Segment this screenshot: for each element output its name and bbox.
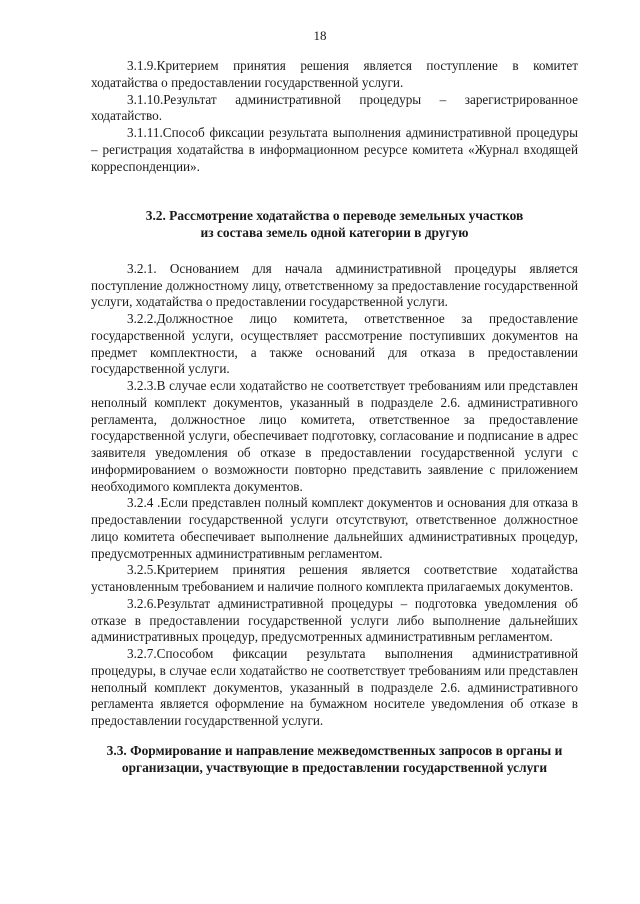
paragraph-3-1-11: 3.1.11.Способ фиксации результата выполнения административной процедуры – регистрация ходатайства в информационном ресурсе комитета «Журнал входящей корреспонденции». bbox=[91, 125, 578, 174]
section-heading-3-3-line1: 3.3. Формирование и направление межведомственных запросов в органы и bbox=[106, 742, 563, 758]
section-heading-3-2 bbox=[91, 208, 578, 242]
section-heading-3-2-line2: из состава земель одной категории в другую bbox=[200, 225, 469, 240]
paragraph-3-2-3: 3.2.3.В случае если ходатайство не соответствует требованиям или представлен неполный комплект документов, указанный в подразделе 2.6. административного регламента, должностное лицо комитета, ответственное за предоставление государственной услуги, обеспечивает подготовку, согласование и подписание в адрес заявителя уведомления об отказе в предоставлении государственной услуги с информированием о возможности повторно представить заявление с приложением необходимого комплекта документов. bbox=[91, 378, 578, 494]
paragraph-3-1-10: 3.1.10.Результат административной процедуры – зарегистрированное ходатайство. bbox=[91, 91, 578, 124]
paragraph-3-2-6: 3.2.6.Результат административной процедуры – подготовка уведомления об отказе в предоставлении государственной услуги либо выполнение дальнейших административных процедур, предусмотренных административным регламентом. bbox=[91, 595, 578, 645]
paragraph-3-2-2: 3.2.2.Должностное лицо комитета, ответственное за предоставление государственной услуги, осуществляет рассмотрение поступивших документов на предмет комплектности, а также оснований для отказа в предоставлении государственной услуги. bbox=[91, 311, 578, 377]
page-number: 18 bbox=[313, 28, 327, 43]
paragraph-3-2-1: 3.2.1. Основанием для начала административной процедуры является поступление должностному лицу, ответственному за предоставление государственной услуги, ходатайства о предоставлении государственной услуги. bbox=[91, 260, 578, 310]
paragraph-3-2-5: 3.2.5.Критерием принятия решения является соответствие ходатайства установленным требованием и наличие полного комплекта прилагаемых документов. bbox=[91, 562, 578, 594]
document-body bbox=[91, 58, 578, 776]
section-heading-3-3-line2: организации, участвующие в предоставлении государственной услуги bbox=[121, 759, 548, 775]
spacer bbox=[91, 242, 578, 261]
spacer bbox=[91, 730, 578, 743]
spacer bbox=[91, 175, 578, 208]
section-heading-3-3 bbox=[83, 743, 586, 777]
paragraph-3-2-4: 3.2.4 .Если представлен полный комплект документов и основания для отказа в предоставлении государственной услуги отсутствуют, ответственное должностное лицо комитета обеспечивает выполнение дальнейших административных процедур, предусмотренных административным регламентом. bbox=[91, 495, 578, 561]
paragraph-3-2-7: 3.2.7.Способом фиксации результата выполнения административной процедуры, в случае если ходатайство не соответствует требованиям или представлен неполный комплект документов, указанный в подразделе 2.6. административного регламента является оформление на бумажном носителе уведомления об отказе в предоставлении государственной услуги. bbox=[91, 646, 578, 728]
paragraph-3-1-9: 3.1.9.Критерием принятия решения является поступление в комитет ходатайства о предоставлении государственной услуги. bbox=[91, 58, 578, 90]
section-heading-3-2-line1: 3.2. Рассмотрение ходатайства о переводе земельных участков bbox=[145, 208, 524, 224]
